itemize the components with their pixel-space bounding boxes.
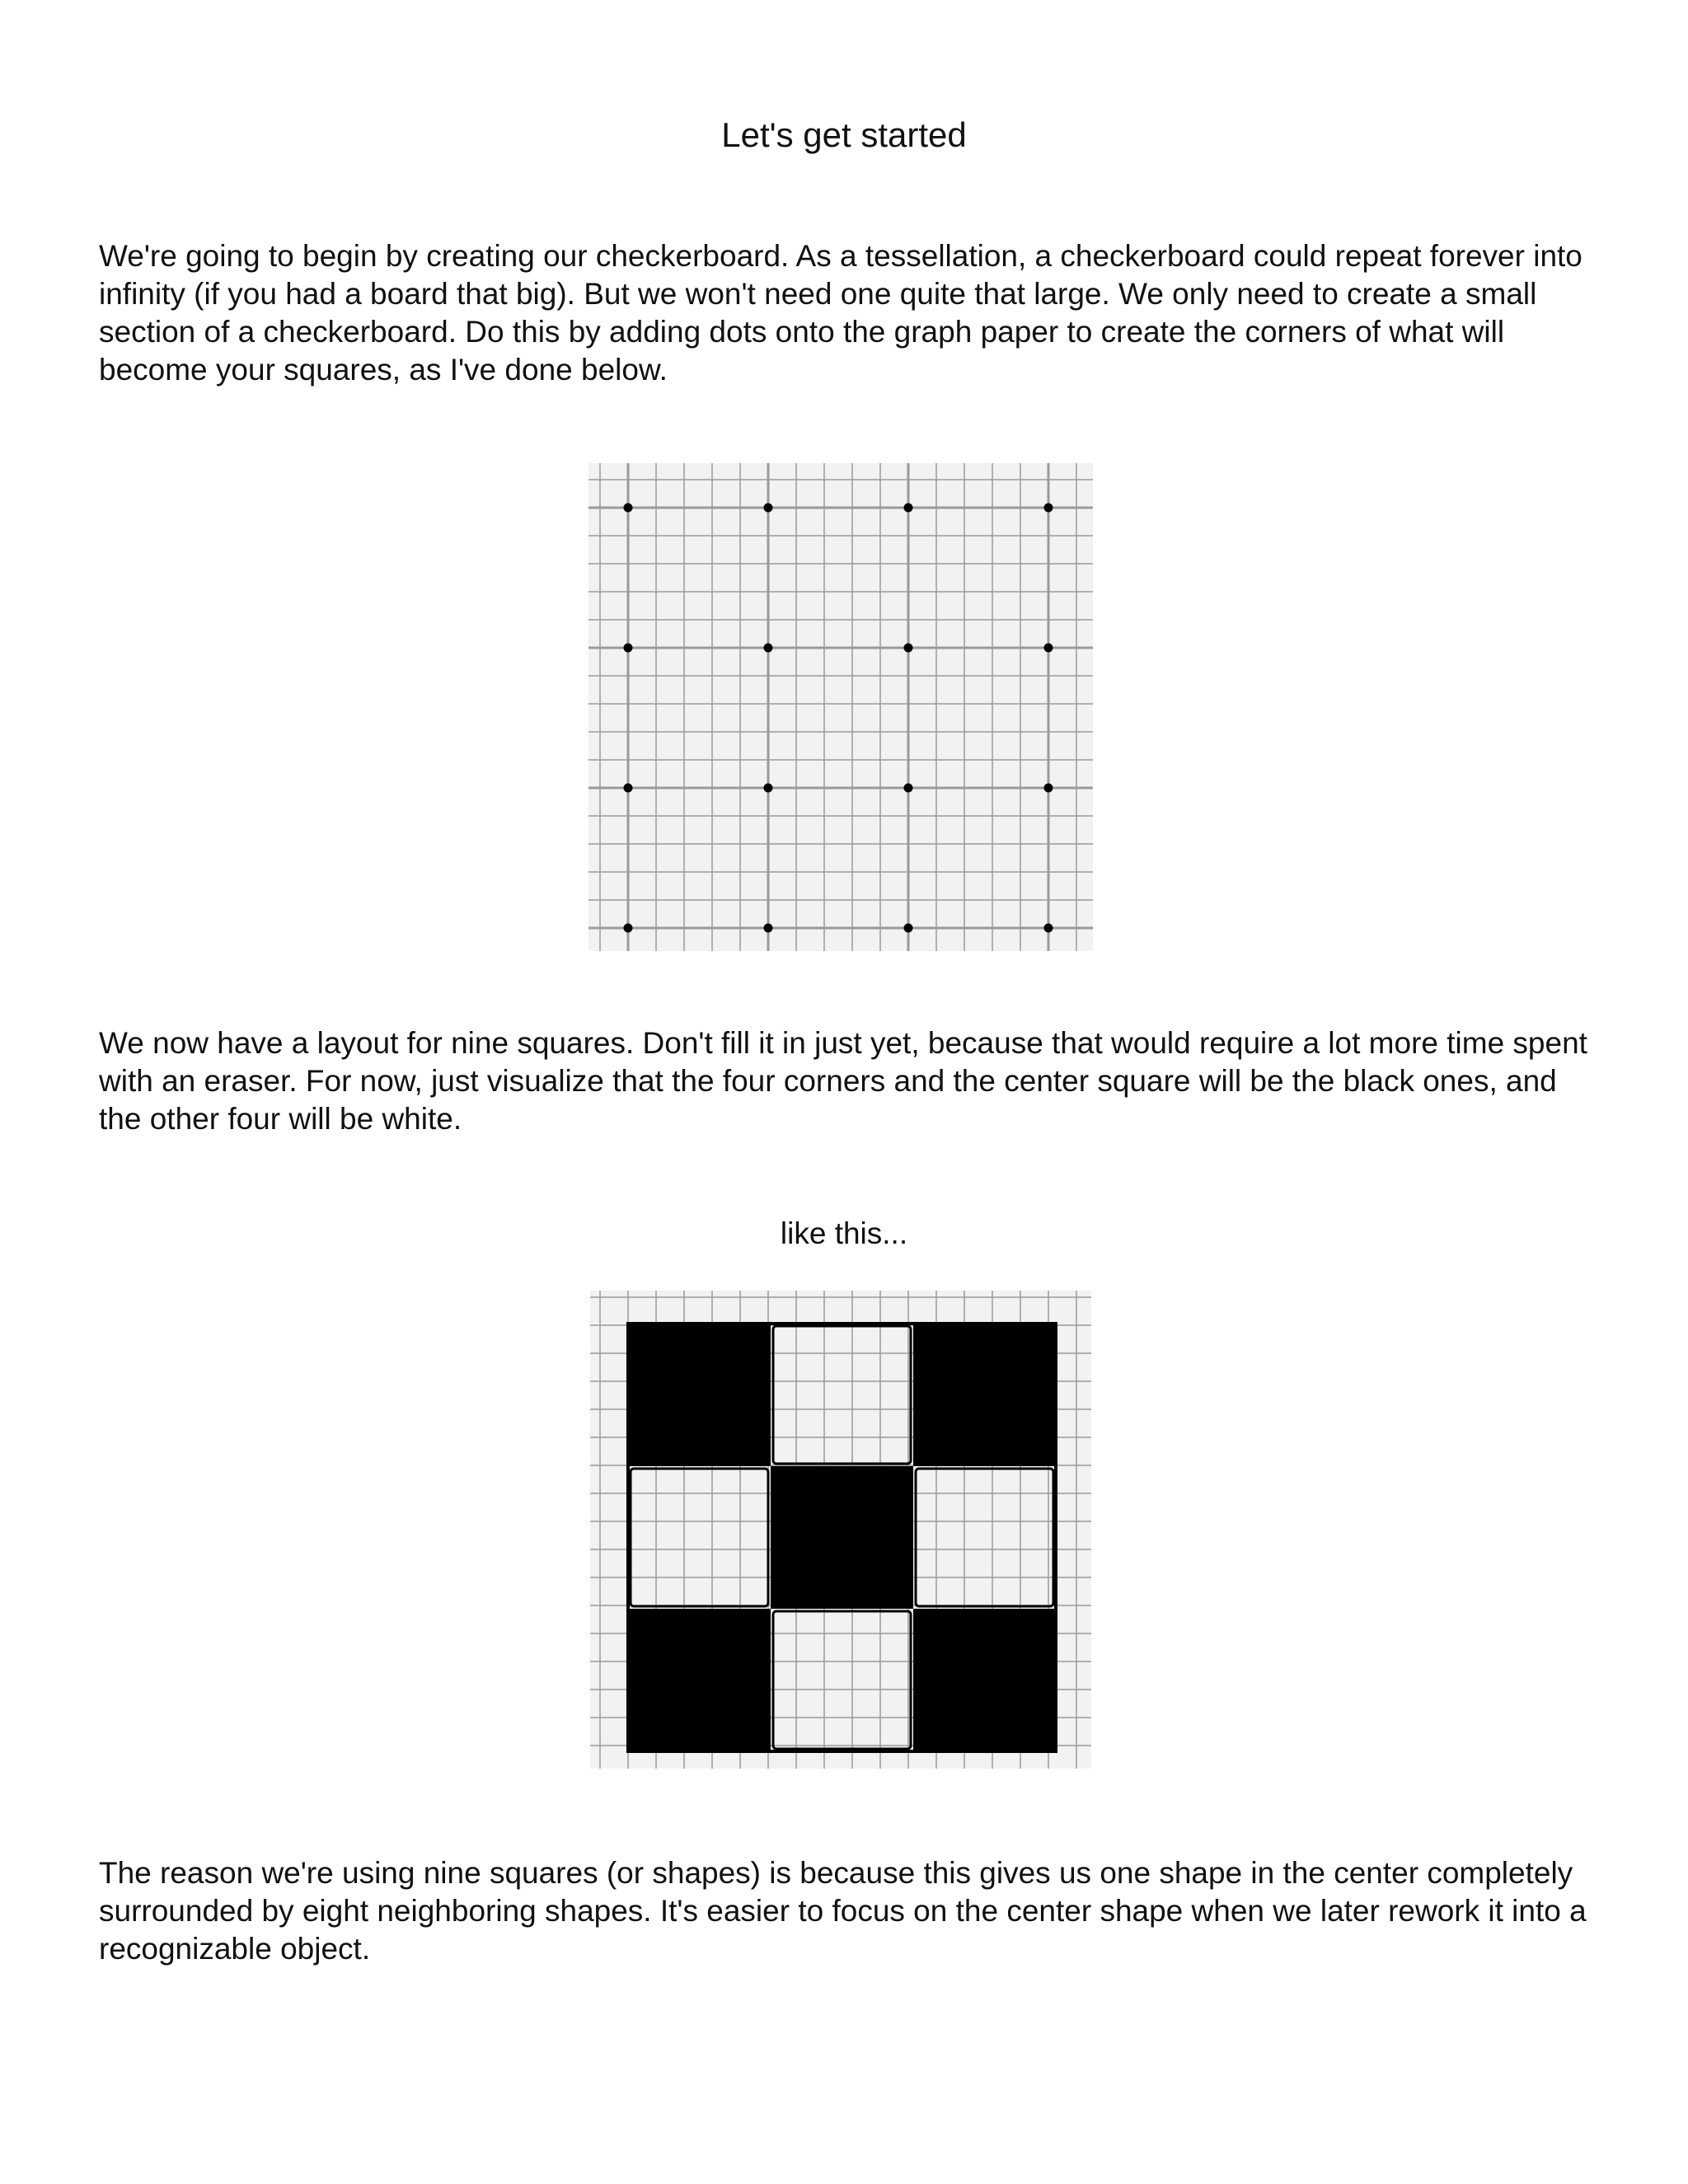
black-square: [628, 1609, 771, 1751]
corner-dot: [624, 504, 633, 513]
checkerboard-svg: [590, 1291, 1091, 1769]
corner-dot: [764, 644, 773, 653]
corner-dot: [1044, 644, 1053, 653]
corner-dot: [624, 924, 633, 933]
corner-dot: [1044, 924, 1053, 933]
corner-dot: [904, 644, 913, 653]
corner-dot: [624, 784, 633, 793]
checkerboard-figure: [590, 1291, 1091, 1769]
layout-paragraph: We now have a layout for nine squares. Don't fill it in just yet, because that would require a lot more time spent with an eraser. For now, just visualize that the four corners and the center square will be the black ones, and the other four will be white.: [99, 1026, 1587, 1136]
dotted-graph-paper-figure: [588, 463, 1093, 951]
corner-dot: [764, 504, 773, 513]
corner-dot: [904, 924, 913, 933]
corner-dot: [764, 784, 773, 793]
corner-dot: [764, 924, 773, 933]
corner-dot: [1044, 784, 1053, 793]
corner-dot: [1044, 504, 1053, 513]
black-square: [913, 1324, 1056, 1466]
dotted-grid-svg: [588, 463, 1093, 951]
black-square: [771, 1466, 913, 1609]
graph-paper-background: [588, 463, 1093, 951]
page-title: Let's get started: [721, 115, 967, 154]
figure-caption: like this...: [780, 1216, 908, 1250]
corner-dot: [904, 784, 913, 793]
reason-paragraph: The reason we're using nine squares (or shapes) is because this gives us one shape in the center completely surrounded by eight neighboring shapes. It's easier to focus on the center shape when we later rework it into a recognizable object.: [99, 1856, 1587, 1966]
corner-dot: [904, 504, 913, 513]
black-square: [628, 1324, 771, 1466]
black-square: [913, 1609, 1056, 1751]
intro-paragraph: We're going to begin by creating our checkerboard. As a tessellation, a checkerboard could repeat forever into infinity (if you had a board that big). But we won't need one quite that large. We only need to create a small section of a checkerboard. Do this by adding dots onto the graph paper to create the corners of what will become your squares, as I've done below.: [99, 239, 1582, 387]
corner-dot: [624, 644, 633, 653]
